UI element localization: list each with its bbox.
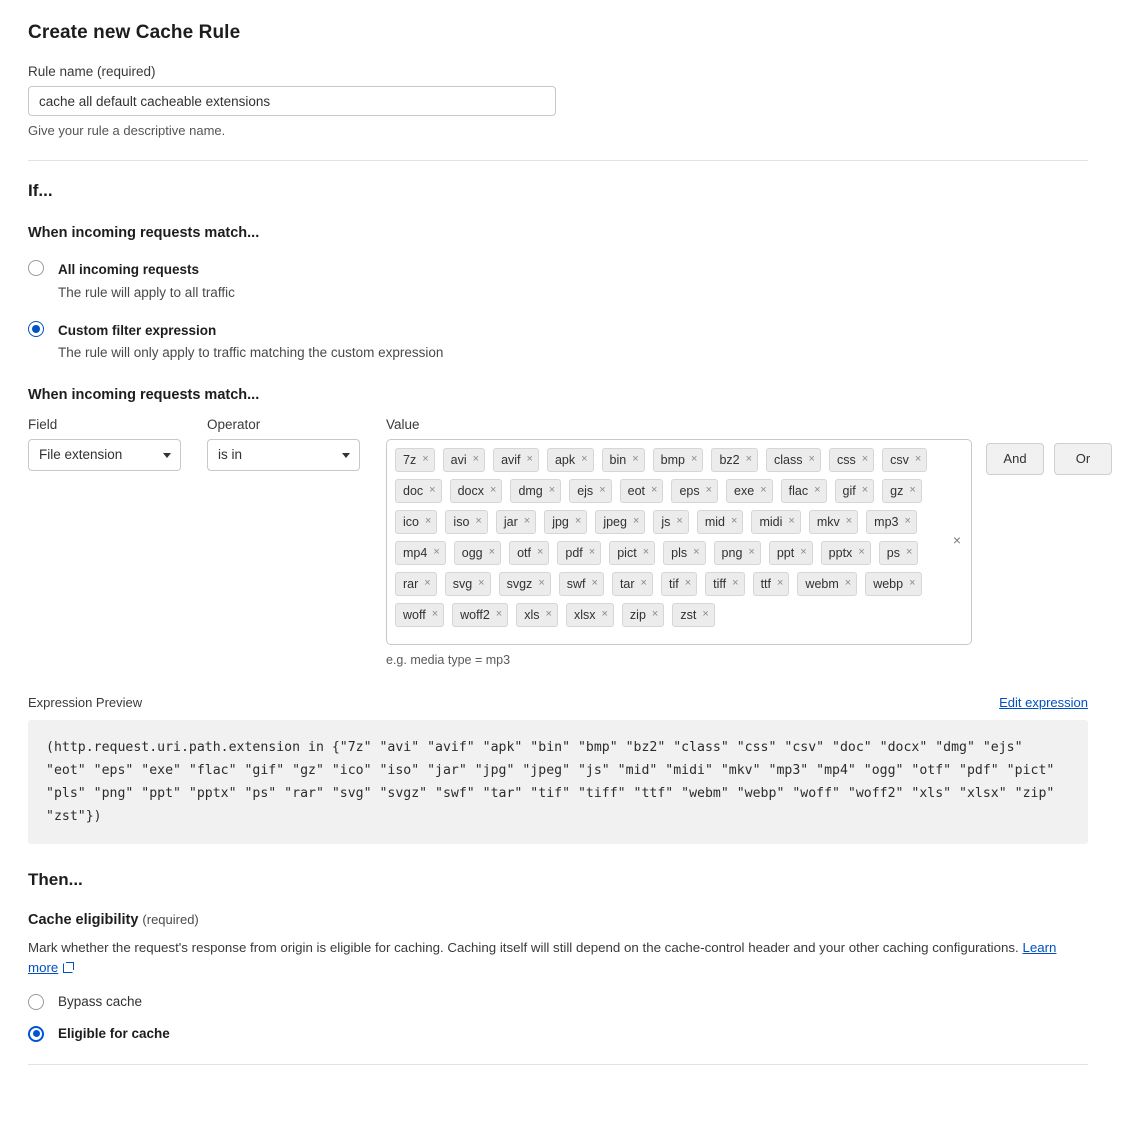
builder-heading: When incoming requests match... xyxy=(28,386,260,403)
value-token[interactable] xyxy=(653,510,688,534)
remove-token-icon[interactable]: × xyxy=(640,577,647,590)
value-token[interactable] xyxy=(450,479,503,503)
remove-token-icon[interactable]: × xyxy=(490,484,497,497)
remove-token-icon[interactable]: × xyxy=(788,515,795,528)
value-column xyxy=(386,417,972,667)
value-token-label: swf xyxy=(566,576,586,591)
value-token[interactable] xyxy=(454,541,501,565)
remove-token-icon[interactable]: × xyxy=(861,484,869,497)
value-token[interactable] xyxy=(751,510,800,534)
remove-token-icon[interactable]: × xyxy=(429,484,436,497)
value-token[interactable] xyxy=(781,479,827,503)
value-token-label: webm xyxy=(805,576,839,591)
value-token-label: bz2 xyxy=(719,452,740,467)
remove-token-icon[interactable]: × xyxy=(642,546,650,559)
value-token-label: exe xyxy=(734,483,755,498)
expression-preview-header xyxy=(28,695,1088,710)
remove-token-icon[interactable]: × xyxy=(538,577,545,590)
value-token-label: gz xyxy=(890,483,904,498)
cache-eligibility-label-row xyxy=(28,912,1112,928)
remove-token-icon[interactable]: × xyxy=(776,577,784,590)
value-token[interactable] xyxy=(395,448,435,472)
remove-token-icon[interactable]: × xyxy=(601,608,608,621)
operator-column xyxy=(207,417,360,471)
value-token-label: pict xyxy=(617,545,637,560)
value-token-label: flac xyxy=(788,483,809,498)
rule-name-help: Give your rule a descriptive name. xyxy=(28,123,226,138)
value-token[interactable] xyxy=(769,541,813,565)
remove-token-icon[interactable]: × xyxy=(588,546,596,559)
value-token-label: zst xyxy=(680,607,697,622)
value-token-label: eot xyxy=(627,483,646,498)
value-token-label: jar xyxy=(503,514,518,529)
remove-token-icon[interactable]: × xyxy=(475,515,482,528)
remove-token-icon[interactable]: × xyxy=(632,515,640,528)
field-select[interactable] xyxy=(28,439,181,471)
radio-label-bypass-cache: Bypass cache xyxy=(58,994,143,1010)
cache-eligibility-description xyxy=(28,938,1088,978)
remove-token-icon[interactable]: × xyxy=(548,484,556,497)
if-section-heading: If... xyxy=(28,181,53,200)
cache-eligibility-required: (required) xyxy=(142,912,199,927)
value-token[interactable] xyxy=(797,572,857,596)
value-token[interactable] xyxy=(395,479,442,503)
value-token-label: gif xyxy=(842,483,856,498)
remove-token-icon[interactable]: × xyxy=(732,577,739,590)
value-token[interactable] xyxy=(766,448,821,472)
value-token-label: ogg xyxy=(461,545,483,560)
value-token-label: png xyxy=(721,545,743,560)
remove-token-icon[interactable]: × xyxy=(702,608,709,621)
value-token-label: ico xyxy=(403,514,419,529)
value-token-label: tiff xyxy=(713,576,727,591)
value-token[interactable] xyxy=(879,541,919,565)
value-token-label: tar xyxy=(619,576,635,591)
value-token-label: otf xyxy=(517,545,531,560)
value-token-label: dmg xyxy=(518,483,543,498)
value-token-label: class xyxy=(774,452,803,467)
value-token-label: ejs xyxy=(577,483,594,498)
value-token[interactable] xyxy=(602,448,645,472)
value-token[interactable] xyxy=(452,603,508,627)
value-token-label: woff xyxy=(403,607,426,622)
expression-builder xyxy=(28,417,1112,667)
divider-top xyxy=(28,160,1088,161)
remove-token-icon[interactable]: × xyxy=(433,546,440,559)
value-token-label: rar xyxy=(403,576,419,591)
value-token[interactable] xyxy=(661,572,697,596)
value-token[interactable] xyxy=(559,572,604,596)
value-token[interactable] xyxy=(445,510,487,534)
remove-token-icon[interactable]: × xyxy=(914,453,922,466)
value-token-label: ttf xyxy=(760,576,771,591)
value-token-label: bmp xyxy=(660,452,685,467)
value-token-label: mkv xyxy=(816,514,840,529)
remove-token-icon[interactable]: × xyxy=(693,546,700,559)
remove-token-icon[interactable]: × xyxy=(814,484,821,497)
value-token-label: zip xyxy=(629,607,646,622)
value-token[interactable] xyxy=(697,510,744,534)
value-token-label: ps xyxy=(886,545,900,560)
value-token[interactable] xyxy=(663,541,705,565)
value-token[interactable] xyxy=(544,510,587,534)
chevron-down-icon xyxy=(342,453,350,458)
value-token-label: 7z xyxy=(403,452,417,467)
clear-all-icon[interactable]: × xyxy=(952,531,961,548)
value-token-label: tif xyxy=(668,576,679,591)
value-token-label: mp3 xyxy=(874,514,899,529)
value-token-label: xls xyxy=(524,607,540,622)
value-token-label: bin xyxy=(609,452,627,467)
value-token[interactable] xyxy=(622,603,664,627)
value-token-label: svgz xyxy=(506,576,533,591)
value-token-label: pdf xyxy=(565,545,583,560)
value-token-label: avif xyxy=(501,452,521,467)
value-token-label: svg xyxy=(452,576,473,591)
value-column-label: Value xyxy=(386,416,420,432)
rule-name-input[interactable] xyxy=(28,86,556,116)
chevron-down-icon xyxy=(163,453,171,458)
value-token-label: jpeg xyxy=(603,514,627,529)
radio-eligible-for-cache[interactable] xyxy=(28,1026,1112,1042)
value-token[interactable] xyxy=(395,541,446,565)
value-token[interactable] xyxy=(395,510,437,534)
remove-token-icon[interactable]: × xyxy=(844,577,852,590)
field-column-label: Field xyxy=(28,416,58,432)
value-token[interactable] xyxy=(753,572,790,596)
remove-token-icon[interactable]: × xyxy=(904,515,911,528)
value-token-label: iso xyxy=(453,514,470,529)
expression-preview-text: (http.request.uri.path.extension in {"7z" "avi" "avif" "apk" "bin" "bmp" "bz2" "class" "css" "csv" "doc" "docx" "dmg" "ejs" "eot" "eps" "exe" "flac" "gif" "gz" "ico" "iso" "jar" "jpg" "jpeg" "js" "mid" "midi" "mkv" "mp3" "mp4" "ogg" "otf" "pdf" "pict" "pls" "png" "ppt" "pptx" "ps" "rar" "svg" "svgz" "swf" "tar" "tif" "tiff" "ttf" "webm" "webp" "woff" "woff2" "xls" "xlsx" "zip" "zst"}) xyxy=(28,720,1088,844)
remove-token-icon[interactable]: × xyxy=(495,608,503,621)
rule-name-label: Rule name (required) xyxy=(28,64,156,79)
value-token-label: js xyxy=(661,514,671,529)
remove-token-icon[interactable]: × xyxy=(845,515,853,528)
value-help-text: e.g. media type = mp3 xyxy=(386,652,511,667)
remove-token-icon[interactable]: × xyxy=(478,577,485,590)
radio-desc-all-requests: The rule will apply to all traffic xyxy=(58,284,235,300)
remove-token-icon[interactable]: × xyxy=(705,484,713,497)
value-token[interactable] xyxy=(569,479,611,503)
cache-eligibility-label: Cache eligibility xyxy=(28,912,139,928)
remove-token-icon[interactable]: × xyxy=(599,484,606,497)
value-token[interactable] xyxy=(547,448,594,472)
value-token[interactable] xyxy=(866,510,917,534)
value-token[interactable] xyxy=(865,572,921,596)
remove-token-icon[interactable]: × xyxy=(581,453,588,466)
remove-token-icon[interactable]: × xyxy=(905,546,913,559)
value-token[interactable] xyxy=(509,541,549,565)
remove-token-icon[interactable]: × xyxy=(861,453,869,466)
value-token[interactable] xyxy=(711,448,758,472)
value-token[interactable] xyxy=(882,448,927,472)
remove-token-icon[interactable]: × xyxy=(651,608,659,621)
remove-token-icon[interactable]: × xyxy=(536,546,544,559)
remove-token-icon[interactable]: × xyxy=(424,515,432,528)
radio-label-custom-filter: Custom filter expression xyxy=(58,322,217,338)
remove-token-icon[interactable]: × xyxy=(800,546,807,559)
page-title: Create new Cache Rule xyxy=(28,22,241,43)
remove-token-icon[interactable]: × xyxy=(574,515,582,528)
value-token[interactable] xyxy=(516,603,558,627)
radio-label-eligible-for-cache: Eligible for cache xyxy=(58,1026,170,1042)
edit-expression-link[interactable]: Edit expression xyxy=(999,694,1088,710)
value-token-label: eps xyxy=(679,483,700,498)
value-token-label: mid xyxy=(704,514,726,529)
value-token[interactable] xyxy=(671,479,718,503)
value-token-label: webp xyxy=(873,576,904,591)
remove-token-icon[interactable]: × xyxy=(488,546,496,559)
value-token[interactable] xyxy=(496,510,536,534)
or-button[interactable]: Or xyxy=(1054,443,1112,475)
value-token[interactable] xyxy=(566,603,614,627)
remove-token-icon[interactable]: × xyxy=(676,515,683,528)
learn-more-link[interactable]: Learn more xyxy=(28,940,1057,975)
value-token[interactable] xyxy=(493,448,539,472)
remove-token-icon[interactable]: × xyxy=(691,453,698,466)
value-token-label: jpg xyxy=(552,514,569,529)
cache-eligibility-description-text: Mark whether the request's response from origin is eligible for caching. Caching itself will still depend on the cache-control header and your other caching configurations. xyxy=(28,940,1023,955)
divider-bottom xyxy=(28,1064,1088,1065)
remove-token-icon[interactable]: × xyxy=(431,608,439,621)
radio-desc-custom-filter: The rule will only apply to traffic matching the custom expression xyxy=(58,345,444,361)
value-token-label: xlsx xyxy=(573,607,596,622)
remove-token-icon[interactable]: × xyxy=(424,577,431,590)
expression-preview-label: Expression Preview xyxy=(28,694,143,710)
value-token[interactable] xyxy=(835,479,875,503)
value-token-label: csv xyxy=(890,452,909,467)
remove-token-icon[interactable]: × xyxy=(748,546,755,559)
value-token[interactable] xyxy=(714,541,761,565)
value-token[interactable] xyxy=(809,510,858,534)
value-token[interactable] xyxy=(612,572,653,596)
remove-token-icon[interactable]: × xyxy=(808,453,815,466)
value-token[interactable] xyxy=(557,541,601,565)
value-token-label: woff2 xyxy=(460,607,490,622)
radio-icon-all-requests[interactable] xyxy=(28,260,44,276)
value-token-label: pptx xyxy=(828,545,853,560)
operator-select[interactable] xyxy=(207,439,360,471)
token-list xyxy=(395,448,963,627)
radio-icon-eligible-for-cache[interactable] xyxy=(28,1026,44,1042)
value-token[interactable] xyxy=(705,572,744,596)
value-token[interactable] xyxy=(595,510,645,534)
external-link-icon xyxy=(63,962,74,973)
remove-token-icon[interactable]: × xyxy=(731,515,738,528)
value-token-label: css xyxy=(836,452,856,467)
operator-column-label: Operator xyxy=(207,416,261,432)
radio-label-all-requests: All incoming requests xyxy=(58,262,200,277)
remove-token-icon[interactable]: × xyxy=(745,453,753,466)
radio-icon-custom-filter[interactable] xyxy=(28,321,44,337)
value-token-input[interactable] xyxy=(386,439,972,645)
value-token-label: ppt xyxy=(776,545,795,560)
remove-token-icon[interactable]: × xyxy=(422,453,429,466)
value-token[interactable] xyxy=(443,448,485,472)
value-token[interactable] xyxy=(395,572,437,596)
value-token-label: midi xyxy=(759,514,783,529)
value-token[interactable] xyxy=(620,479,664,503)
match-subheading: When incoming requests match... xyxy=(28,225,260,241)
remove-token-icon[interactable]: × xyxy=(591,577,598,590)
remove-token-icon[interactable]: × xyxy=(526,453,533,466)
value-token[interactable] xyxy=(395,603,444,627)
value-token[interactable] xyxy=(821,541,871,565)
value-token[interactable] xyxy=(609,541,655,565)
operator-select-value: is in xyxy=(218,447,243,463)
value-token[interactable] xyxy=(726,479,773,503)
value-token[interactable] xyxy=(882,479,922,503)
value-token-label: apk xyxy=(554,452,576,467)
radio-bypass-cache[interactable] xyxy=(28,994,1112,1010)
radio-custom-filter-expression[interactable] xyxy=(28,320,1112,363)
remove-token-icon[interactable]: × xyxy=(760,484,767,497)
value-token-label: pls xyxy=(671,545,688,560)
value-token[interactable] xyxy=(672,603,714,627)
value-token-label: mp4 xyxy=(403,545,428,560)
value-token-label: avi xyxy=(450,452,467,467)
remove-token-icon[interactable]: × xyxy=(684,577,692,590)
radio-icon-bypass-cache[interactable] xyxy=(28,994,44,1010)
value-token[interactable] xyxy=(499,572,551,596)
radio-all-incoming-requests[interactable] xyxy=(28,259,1112,302)
field-column xyxy=(28,417,181,471)
value-token[interactable] xyxy=(445,572,491,596)
field-select-value: File extension xyxy=(39,447,123,463)
value-token-label: docx xyxy=(457,483,484,498)
remove-token-icon[interactable]: × xyxy=(651,484,658,497)
remove-token-icon[interactable]: × xyxy=(545,608,552,621)
remove-token-icon[interactable]: × xyxy=(472,453,480,466)
value-token-label: doc xyxy=(403,483,424,498)
remove-token-icon[interactable]: × xyxy=(909,577,916,590)
remove-token-icon[interactable]: × xyxy=(858,546,865,559)
value-token[interactable] xyxy=(510,479,561,503)
remove-token-icon[interactable]: × xyxy=(523,515,531,528)
logic-buttons xyxy=(986,417,1112,475)
rule-name-group xyxy=(28,64,1112,138)
then-section-heading: Then... xyxy=(28,870,83,889)
remove-token-icon[interactable]: × xyxy=(632,453,639,466)
remove-token-icon[interactable]: × xyxy=(909,484,916,497)
and-button[interactable]: And xyxy=(986,443,1044,475)
value-token[interactable] xyxy=(653,448,704,472)
value-token[interactable] xyxy=(829,448,874,472)
